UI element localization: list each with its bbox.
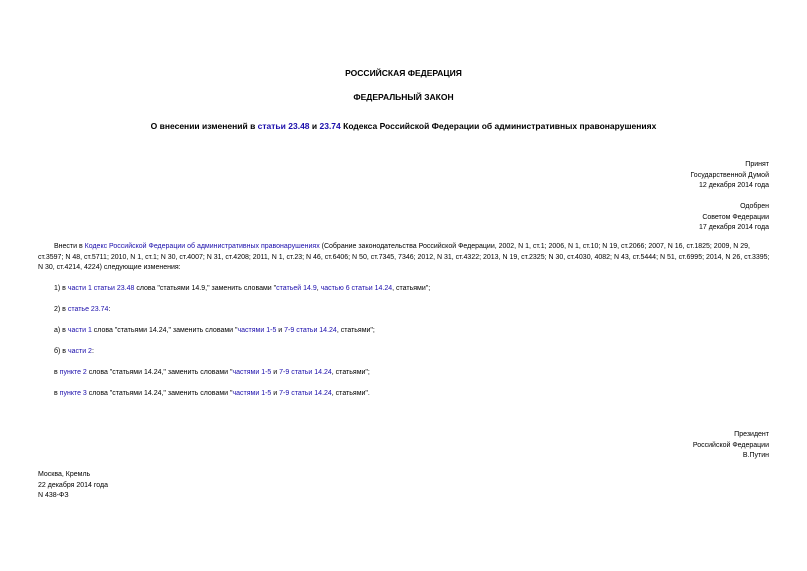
item-1-mid: слова "статьями 14.9," заменить словами " <box>134 285 277 292</box>
item-2a-pre: а) в <box>54 327 68 334</box>
link-7-9-art14-24[interactable]: 7-9 статьи 14.24 <box>284 327 337 334</box>
approved-date: 17 декабря 2014 года <box>698 224 769 231</box>
link-art23-74[interactable]: статье 23.74 <box>67 306 109 313</box>
link-article-23-74[interactable]: 23.74 <box>319 121 341 131</box>
item-2b-pre: б) в <box>54 348 68 355</box>
law-number: N 438-ФЗ <box>38 492 69 499</box>
item-2a-and: и <box>276 327 285 334</box>
item-2b-2-post: , статьями". <box>331 390 370 397</box>
item-2a-post: , статьями"; <box>336 327 375 334</box>
link-art14-9[interactable]: статьей 14.9 <box>276 285 317 292</box>
law-title-and: и <box>309 121 320 131</box>
approved-body: Советом Федерации <box>702 213 769 221</box>
adopted-body: Государственной Думой <box>690 171 769 179</box>
link-clause2[interactable]: пункте 2 <box>59 369 87 376</box>
intro-rest: (Собрание законодательства Российской Федерации, 2002, N 1, ст.1; 2006, N 1, ст.10; N 19, ст.2066; 2007, N 16, ст.1825; 2009, N 29, ст.3597; N 48, ст.5711; 2010, N 1, ст.1; N 30, ст.4007; N 31, ст.4208; 2011, N 1, ст.23; N 46, ст.6406; N 50, ст.7345, 7346; 2012, N 31, ст.4322; 2013, N 19, ст.2325; N 30, ст.4030, 4082; N 43, ст.5444; N 51, ст.6995; 2014, N 26, ст.3395; N 30, ст.4214, 4224) следующие изменения: <box>38 243 770 271</box>
item-2-pre: 2) в <box>54 306 68 313</box>
item-2b-1-post: , статьями"; <box>331 369 370 376</box>
item-1-post: , статьями"; <box>392 285 431 292</box>
item-2-post: : <box>108 306 111 313</box>
link-7-9-art14-24[interactable]: 7-9 статьи 14.24 <box>279 390 332 397</box>
signature-name: В.Путин <box>742 452 769 459</box>
approved-block <box>699 202 769 234</box>
sign-date: 22 декабря 2014 года <box>38 481 109 489</box>
link-parts1-5[interactable]: частями 1-5 <box>237 327 277 334</box>
law-type-heading: ФЕДЕРАЛЬНЫЙ ЗАКОН <box>353 92 454 102</box>
item-2b-1-pre: в <box>54 369 60 376</box>
item-2b-1-mid: слова "статьями 14.24," заменить словами " <box>86 369 233 376</box>
intro-pre: Внести в <box>54 243 85 250</box>
adopted-label: Принят <box>745 161 769 168</box>
law-title <box>0 121 807 131</box>
adopted-date: 12 декабря 2014 года <box>698 182 769 189</box>
item-1-comma: , <box>316 285 321 292</box>
item-2b-2 <box>38 389 786 400</box>
link-part1-art23-48[interactable]: части 1 статьи 23.48 <box>67 285 135 292</box>
law-title-pre: О внесении изменений в <box>150 121 258 131</box>
item-2b-2-pre: в <box>54 390 60 397</box>
item-1-pre: 1) в <box>54 285 68 292</box>
link-koap[interactable]: Кодекс Российской Федерации об административных правонарушениях <box>84 243 320 250</box>
country-heading: РОССИЙСКАЯ ФЕДЕРАЦИЯ <box>345 68 462 78</box>
place-date-block <box>38 470 108 502</box>
link-part6-art14-24[interactable]: частью 6 статьи 14.24 <box>320 285 393 292</box>
item-2b-2-and: и <box>271 390 280 397</box>
approved-label: Одобрен <box>740 203 769 210</box>
intro-paragraph <box>38 242 770 274</box>
adopted-block <box>690 160 769 192</box>
link-parts1-5[interactable]: частями 1-5 <box>232 369 272 376</box>
link-part2[interactable]: части 2 <box>67 348 92 355</box>
item-2b-1-and: и <box>271 369 280 376</box>
item-2b-1 <box>38 368 786 379</box>
item-1 <box>38 284 786 295</box>
item-2a-mid: слова "статьями 14.24," заменить словами " <box>91 327 238 334</box>
link-article-23-48[interactable]: статьи 23.48 <box>257 121 310 131</box>
item-2b-2-mid: слова "статьями 14.24," заменить словами " <box>86 390 233 397</box>
item-2 <box>38 305 786 316</box>
link-parts1-5[interactable]: частями 1-5 <box>232 390 272 397</box>
signature-title: Президент <box>734 431 769 438</box>
link-7-9-art14-24[interactable]: 7-9 статьи 14.24 <box>279 369 332 376</box>
item-2b <box>38 347 786 358</box>
signature-country: Российской Федерации <box>692 441 769 449</box>
place: Москва, Кремль <box>38 471 91 478</box>
item-2b-post: : <box>91 348 94 355</box>
law-title-post: Кодекса Российской Федерации об административных правонарушениях <box>340 121 657 131</box>
link-clause3[interactable]: пункте 3 <box>59 390 87 397</box>
signature-block <box>693 430 769 462</box>
item-2a <box>38 326 786 337</box>
link-part1[interactable]: части 1 <box>67 327 92 334</box>
